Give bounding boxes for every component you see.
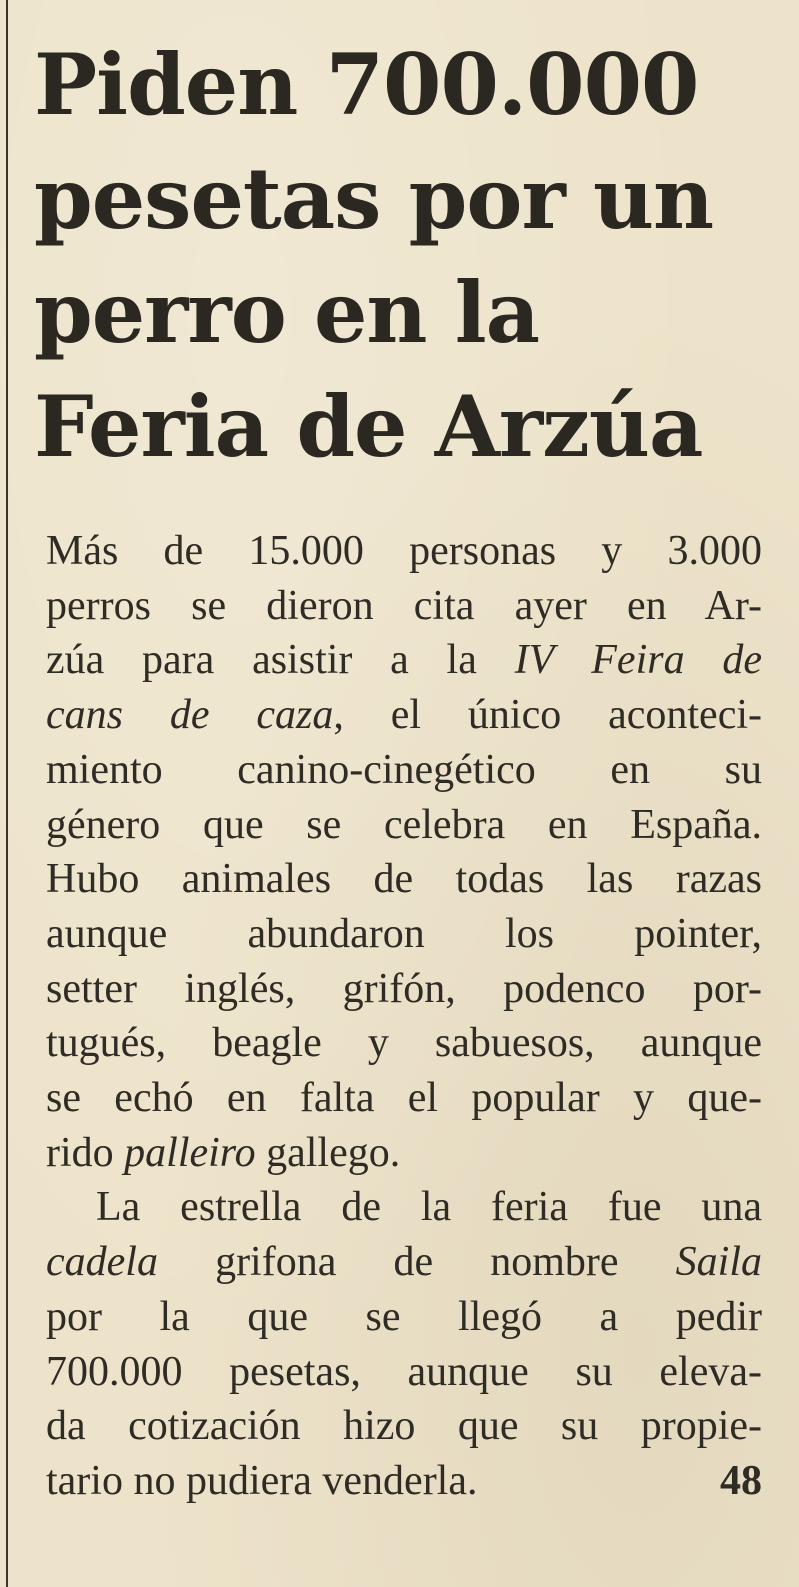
text-line: por la que se llegó a pedir <box>46 1293 762 1340</box>
headline-line: pesetas por un <box>34 149 714 248</box>
text-line <box>46 633 762 688</box>
italic-dog-name: Saila <box>675 1239 762 1286</box>
text-run: tario no pudiera venderla. <box>46 1457 478 1504</box>
italic-feira-name: cans de caza <box>46 692 334 739</box>
headline-line: Feria de Arzúa <box>34 377 703 476</box>
text-run: , el único aconteci- <box>333 692 762 739</box>
text-line: Más de 15.000 personas y 3.000 <box>46 528 762 574</box>
text-line <box>46 1454 762 1509</box>
text-line: tugués, beagle y sabuesos, aunque <box>46 1020 762 1067</box>
text-line: 700.000 pesetas, aunque su eleva- <box>46 1348 762 1395</box>
text-line: setter inglés, grifón, podenco por- <box>46 965 762 1012</box>
article-paragraph <box>46 1180 762 1508</box>
text-line: aunque abundaron los pointer, <box>46 910 762 957</box>
page-number: 48 <box>720 1457 762 1504</box>
article-body <box>46 524 762 1509</box>
text-line: perros se dieron cita ayer en Ar- <box>46 582 762 629</box>
text-run: rido <box>46 1129 125 1176</box>
text-line: Hubo animales de todas las razas <box>46 856 762 903</box>
column-rule <box>6 0 8 1587</box>
text-line <box>46 1126 762 1181</box>
text-line: miento canino-cinegético en su <box>46 746 762 793</box>
article-paragraph <box>46 524 762 1180</box>
text-run: zúa para asistir a la <box>46 637 515 684</box>
text-run: grifona de nombre <box>157 1239 676 1286</box>
text-line <box>46 1235 762 1290</box>
headline <box>34 28 794 484</box>
text-run: gallego. <box>255 1129 401 1176</box>
text-line: da cotización hizo que su propie- <box>46 1403 762 1450</box>
text-line: La estrella de la feria fue una <box>96 1184 762 1231</box>
text-line: género que se celebra en España. <box>46 801 762 848</box>
headline-line: perro en la <box>34 263 540 362</box>
italic-feira-name: IV Feira de <box>514 637 762 684</box>
text-line <box>46 688 762 743</box>
italic-breed-name: palleiro <box>124 1129 256 1176</box>
italic-word: cadela <box>46 1239 158 1286</box>
headline-line: Piden 700.000 <box>34 35 699 134</box>
text-line: se echó en falta el popular y que- <box>46 1075 762 1122</box>
